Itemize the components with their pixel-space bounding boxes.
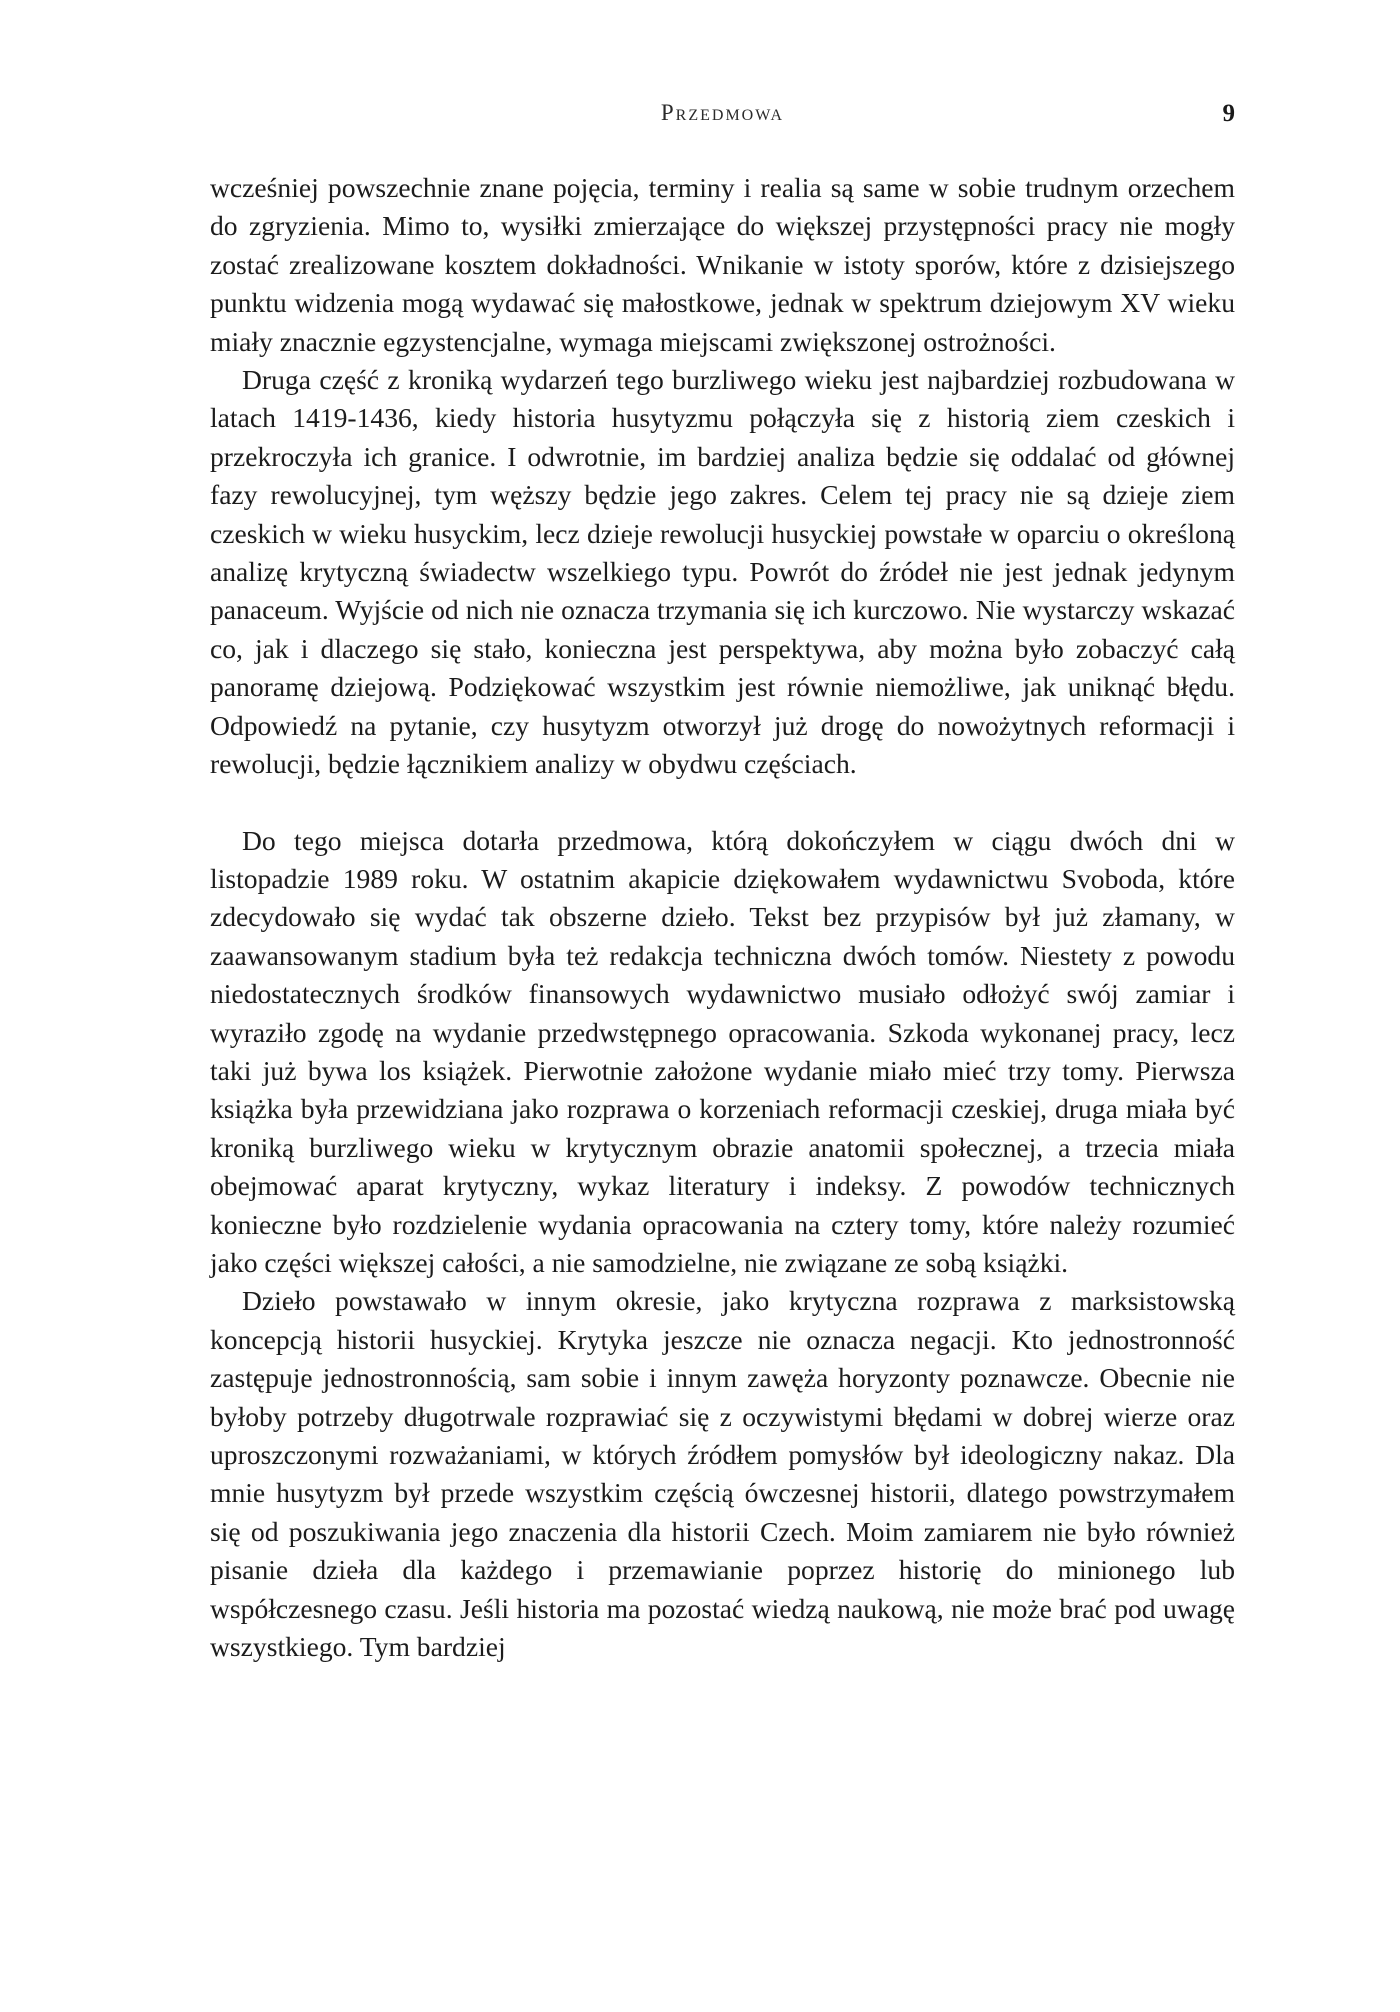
running-title: Przedmowa: [660, 100, 785, 125]
paragraph-continuation: wcześniej powszechnie znane pojęcia, terminy i realia są same w sobie trudnym orzechem do zgryzienia. Mimo to, wysiłki zmierzające do większej przystępności pracy nie mogły zostać zrealizowane kosztem dokładności. Wnikanie w istoty sporów, które z dzisiejszego punktu widzenia mogą wydawać się małostkowe, jednak w spektrum dziejowym XV wieku miały znacznie egzystencjalne, wymaga miejscami zwiększonej ostrożności.: [210, 172, 1235, 357]
paragraph: Druga część z kroniką wydarzeń tego burzliwego wieku jest najbardziej rozbudowana w latach 1419-1436, kiedy historia husytyzmu połączyła się z historią ziem czeskich i przekroczyła ich granice. I odwrotnie, im bardziej analiza będzie się oddalać od głównej fazy rewolucyjnej, tym węższy będzie jego zakres. Celem tej pracy nie są dzieje ziem czeskich w wieku husyckim, lecz dzieje rewolucji husyckiej powstałe w oparciu o określoną analizę krytyczną świadectw wszelkiego typu. Powrót do źródeł nie jest jednak jedynym panaceum. Wyjście od nich nie oznacza trzymania się ich kurczowo. Nie wystarczy wskazać co, jak i dlaczego się stało, konieczna jest perspektywa, aby można było zobaczyć całą panoramę dziejową. Podziękować wszystkim jest równie niemożliwe, jak uniknąć błędu. Odpowiedź na pytanie, czy husytyzm otworzył już drogę do nowożytnych reformacji i rewolucji, będzie łącznikiem analizy w obydwu częściach.: [210, 364, 1235, 780]
page-number: 9: [1222, 100, 1235, 127]
running-head: [210, 100, 1235, 136]
section-break: [210, 784, 1235, 822]
body-text: [210, 169, 1235, 1666]
paragraph: Do tego miejsca dotarła przedmowa, którą dokończyłem w ciągu dwóch dni w listopadzie 1989 roku. W ostatnim akapicie dziękowałem wydawnictwu Svoboda, które zdecydowało się wydać tak obszerne dzieło. Tekst bez przypisów był już złamany, w zaawansowanym stadium była też redakcja techniczna dwóch tomów. Niestety z powodu niedostatecznych środków finansowych wydawnictwo musiało odłożyć swój zamiar i wyraziło zgodę na wydanie przedwstępnego opracowania. Szkoda wykonanej pracy, lecz taki już bywa los książek. Pierwotnie założone wydanie miało mieć trzy tomy. Pierwsza książka była przewidziana jako rozprawa o korzeniach reformacji czeskiej, druga miała być kroniką burzliwego wieku w krytycznym obrazie anatomii społecznej, a trzecia miała obejmować aparat krytyczny, wykaz literatury i indeksy. Z powodów technicznych konieczne było rozdzielenie wydania opracowania na cztery tomy, które należy rozumieć jako części większej całości, a nie samodzielne, nie związane ze sobą książki.: [210, 824, 1235, 1278]
paragraph: Dzieło powstawało w innym okresie, jako krytyczna rozprawa z marksistowską koncepcją historii husyckiej. Krytyka jeszcze nie oznacza negacji. Kto jednostronność zastępuje jednostronnością, sam sobie i innym zawęża horyzonty poznawcze. Obecnie nie byłoby potrzeby długotrwale rozprawiać się z oczywistymi błędami w dobrej wierze oraz uproszczonymi rozważaniami, w których źródłem pomysłów był ideologiczny nakaz. Dla mnie husytyzm był przede wszystkim częścią ówczesnej historii, dlatego powstrzymałem się od poszukiwania jego znaczenia dla historii Czech. Moim zamiarem nie było również pisanie dzieła dla każdego i przemawianie poprzez historię do minionego lub współczesnego czasu. Jeśli historia ma pozostać wiedzą naukową, nie może brać pod uwagę wszystkiego. Tym bardziej: [210, 1285, 1235, 1663]
